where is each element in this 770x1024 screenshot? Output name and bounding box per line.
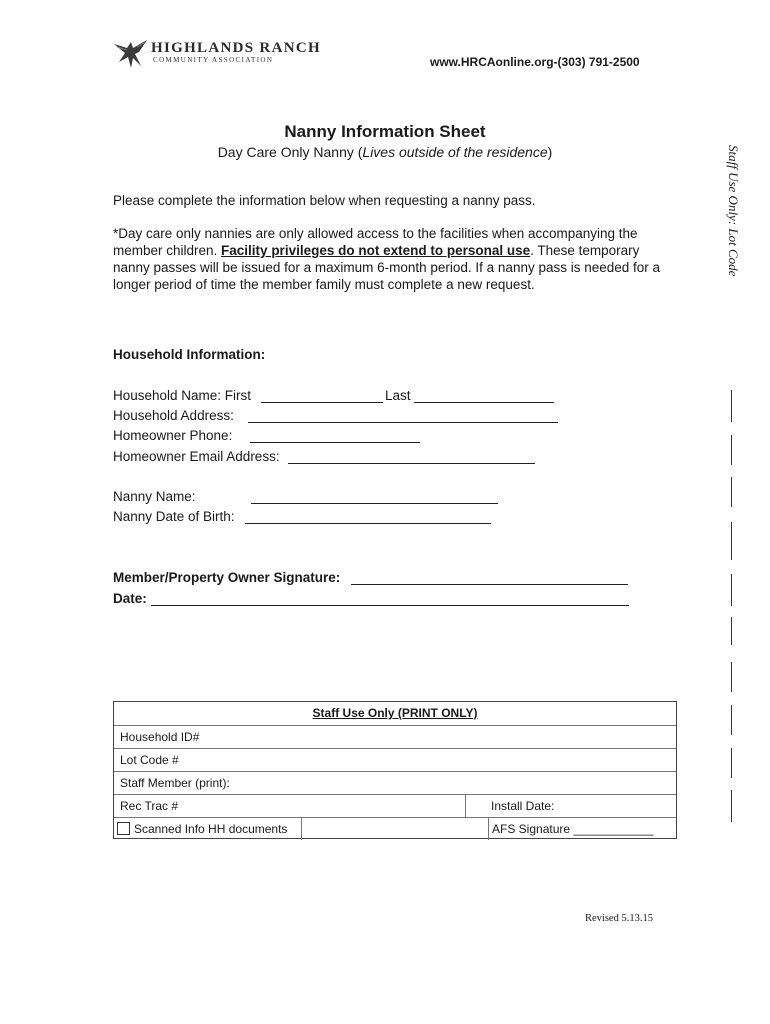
signature-date-label: Date:	[113, 591, 147, 606]
homeowner-email-line[interactable]	[288, 463, 535, 464]
homeowner-phone-label: Homeowner Phone:	[113, 428, 233, 443]
afs-signature-label: AFS Signature ____________	[492, 822, 654, 836]
homeowner-email-label: Homeowner Email Address:	[113, 449, 280, 464]
margin-mark	[731, 662, 732, 692]
household-first-label: Household Name: First	[113, 388, 252, 403]
homeowner-phone-line[interactable]	[250, 442, 420, 443]
table-row[interactable]	[114, 794, 676, 818]
nanny-name-line[interactable]	[251, 503, 498, 504]
nanny-dob-label: Nanny Date of Birth:	[113, 509, 235, 524]
cell-divider	[301, 818, 302, 840]
owner-signature-label: Member/Property Owner Signature:	[113, 570, 341, 585]
staff-table-heading: Staff Use Only (PRINT ONLY)	[312, 706, 478, 720]
table-row	[114, 817, 676, 840]
scanned-docs-label: Scanned Info HH documents	[134, 822, 288, 836]
margin-mark	[731, 748, 732, 778]
page-title: Nanny Information Sheet	[284, 122, 486, 141]
household-last-label: Last	[385, 388, 411, 403]
scanned-docs-checkbox[interactable]	[117, 822, 130, 835]
margin-mark	[731, 477, 732, 507]
signature-date-line[interactable]	[151, 605, 629, 606]
notice-text	[113, 225, 673, 293]
staff-use-table	[113, 701, 677, 839]
install-date-label: Install Date:	[491, 799, 555, 813]
margin-mark	[731, 617, 732, 645]
cell-divider	[488, 818, 489, 840]
margin-mark	[731, 435, 732, 465]
logo-subtitle: COMMUNITY ASSOCIATION	[153, 56, 274, 64]
margin-mark	[731, 522, 732, 560]
web-contact: www.HRCAonline.org-(303) 791-2500	[430, 55, 640, 69]
household-address-line[interactable]	[248, 422, 558, 423]
margin-mark	[731, 574, 732, 606]
subtitle-italic: Lives outside of the residence	[362, 144, 548, 160]
owner-signature-line[interactable]	[351, 584, 628, 585]
cell-divider	[465, 795, 466, 818]
side-staff-label	[719, 145, 747, 305]
subtitle-prefix: Day Care Only Nanny (	[217, 144, 363, 160]
side-staff-label-text: Staff Use Only: Lot Code	[726, 145, 741, 277]
household-address-label: Household Address:	[113, 408, 234, 423]
table-row[interactable]	[114, 748, 676, 772]
rec-trac-label: Rec Trac #	[120, 799, 179, 813]
household-id-label: Household ID#	[120, 730, 200, 744]
intro-text: Please complete the information below when requesting a nanny pass.	[113, 193, 536, 208]
notice-emphasis: Facility privileges do not extend to personal use	[221, 243, 531, 258]
household-last-line[interactable]	[414, 402, 554, 403]
scanned-docs-item[interactable]	[117, 822, 287, 836]
margin-mark	[731, 790, 732, 822]
margin-mark	[731, 705, 732, 735]
nanny-dob-line[interactable]	[245, 523, 491, 524]
subtitle-suffix: )	[547, 144, 553, 160]
margin-mark	[731, 390, 732, 422]
nanny-name-label: Nanny Name:	[113, 489, 196, 504]
table-row[interactable]	[114, 725, 676, 749]
page-subtitle	[0, 144, 770, 160]
staff-member-label: Staff Member (print):	[120, 776, 230, 790]
notice-after: . These temporary nanny passes will be issued for a maximum 6-month period. If a nanny pass is needed for a longer period of time the member family must complete a new request.	[113, 243, 661, 292]
household-heading: Household Information:	[113, 347, 266, 362]
table-row[interactable]	[114, 771, 676, 795]
household-first-line[interactable]	[261, 402, 383, 403]
logo-title: HIGHLANDS RANCH	[151, 40, 321, 56]
lot-code-label: Lot Code #	[120, 753, 179, 767]
hrca-logo	[113, 38, 321, 70]
notice-before: *Day care only nannies are only allowed access to the facilities when accompanying the member children.	[113, 226, 638, 258]
revised-date: Revised 5.13.15	[585, 913, 653, 924]
eagle-icon	[113, 38, 149, 70]
